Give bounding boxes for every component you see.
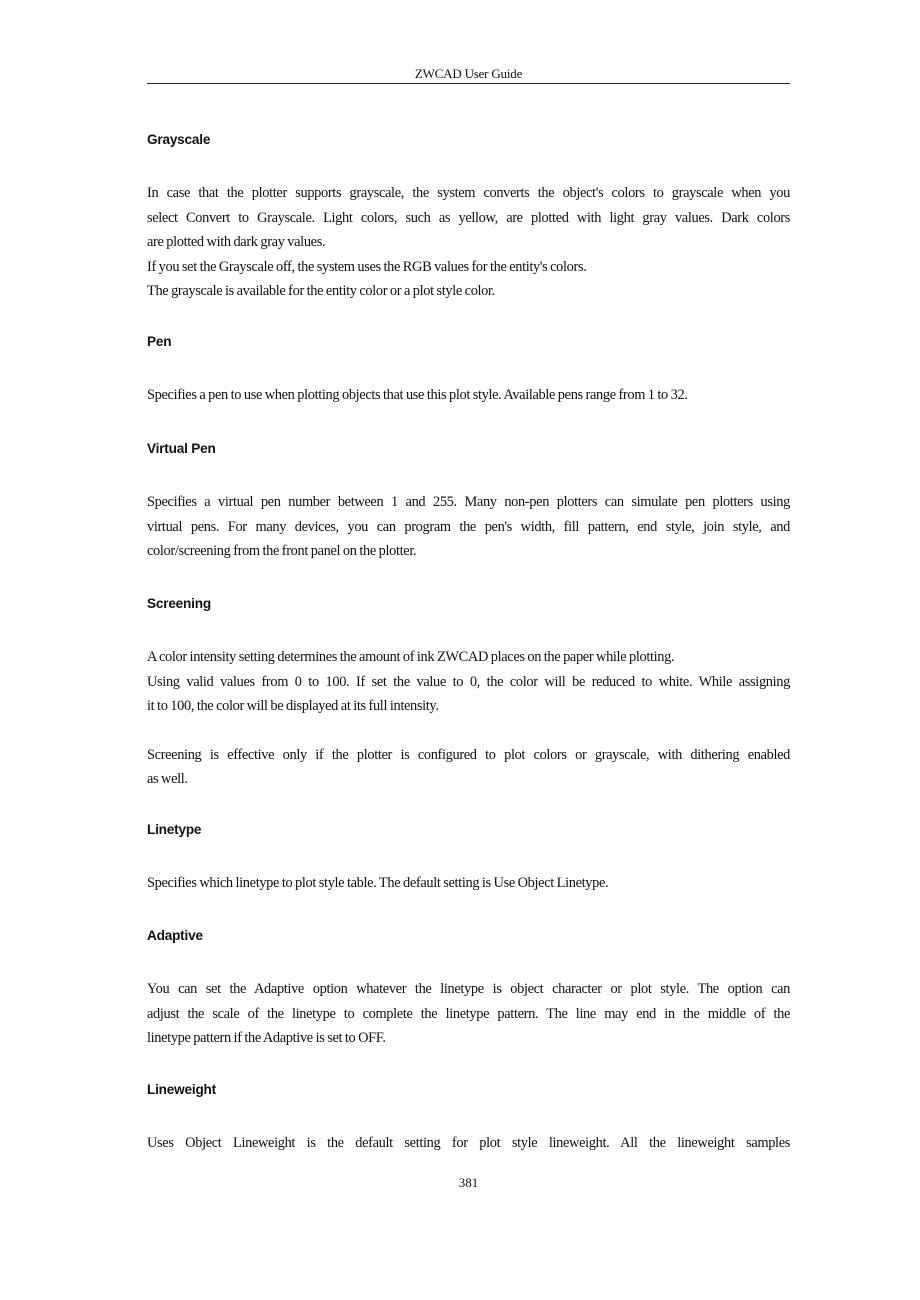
paragraph bbox=[147, 871, 790, 896]
text-line: Uses Object Lineweight is the default setting for plot style lineweight. All the lineweight samples bbox=[147, 1135, 790, 1151]
running-header: ZWCAD User Guide bbox=[147, 66, 790, 84]
section-heading: Lineweight bbox=[147, 1082, 216, 1097]
section-heading: Screening bbox=[147, 596, 211, 611]
section-adaptive bbox=[147, 926, 790, 1080]
document-page bbox=[147, 0, 790, 1300]
section-screening bbox=[147, 594, 790, 820]
paragraph bbox=[147, 490, 790, 564]
paragraph bbox=[147, 1131, 790, 1156]
text-line: as well. bbox=[147, 771, 188, 787]
text-line: Using valid values from 0 to 100. If set the value to 0, the color will be reduced to white. While assigning bbox=[147, 673, 790, 690]
text-line: A color intensity setting determines the amount of ink ZWCAD places on the paper while plotting. bbox=[147, 649, 675, 665]
section-heading: Grayscale bbox=[147, 132, 211, 147]
section-linetype bbox=[147, 820, 790, 926]
page-number: 381 bbox=[458, 1175, 479, 1190]
text-line: it to 100, the color will be displayed at its full intensity. bbox=[147, 698, 439, 714]
text-line: virtual pens. For many devices, you can program the pen's width, fill pattern, end style, join style, and bbox=[147, 518, 790, 535]
text-line: In case that the plotter supports grayscale, the system converts the object's colors to grayscale when you bbox=[147, 185, 790, 201]
page-content bbox=[147, 130, 790, 1156]
text-line: adjust the scale of the linetype to complete the linetype pattern. The line may end in the middle of the bbox=[147, 1005, 790, 1022]
text-line: linetype pattern if the Adaptive is set to OFF. bbox=[147, 1030, 386, 1046]
paragraph bbox=[147, 181, 790, 304]
section-lineweight bbox=[147, 1080, 790, 1156]
text-line: The grayscale is available for the entity color or a plot style color. bbox=[147, 283, 495, 299]
paragraph bbox=[147, 977, 790, 1051]
text-line: Specifies a pen to use when plotting objects that use this plot style. Available pens range from 1 to 32. bbox=[147, 387, 688, 403]
text-line: If you set the Grayscale off, the system uses the RGB values for the entity's colors. bbox=[147, 258, 587, 275]
section-heading: Pen bbox=[147, 334, 172, 349]
paragraph bbox=[147, 743, 790, 792]
section-heading: Virtual Pen bbox=[147, 441, 216, 456]
text-line: You can set the Adaptive option whatever the linetype is object character or plot style. The option can bbox=[147, 981, 790, 997]
text-line: Specifies a virtual pen number between 1 and 255. Many non-pen plotters can simulate pen plotters using bbox=[147, 494, 790, 510]
section-grayscale bbox=[147, 130, 790, 332]
text-line: select Convert to Grayscale. Light colors, such as yellow, are plotted with light gray values. Dark colors bbox=[147, 209, 790, 226]
text-line: are plotted with dark gray values. bbox=[147, 234, 326, 250]
text-line: color/screening from the front panel on the plotter. bbox=[147, 543, 417, 559]
text-line: Screening is effective only if the plotter is configured to plot colors or grayscale, with dithering enabled bbox=[147, 746, 790, 763]
paragraph bbox=[147, 383, 790, 408]
text-line: Specifies which linetype to plot style table. The default setting is Use Object Linetype. bbox=[147, 875, 609, 891]
paragraph bbox=[147, 645, 790, 719]
section-pen bbox=[147, 332, 790, 439]
section-heading: Linetype bbox=[147, 822, 202, 837]
section-virtual-pen bbox=[147, 439, 790, 594]
section-heading: Adaptive bbox=[147, 928, 203, 943]
